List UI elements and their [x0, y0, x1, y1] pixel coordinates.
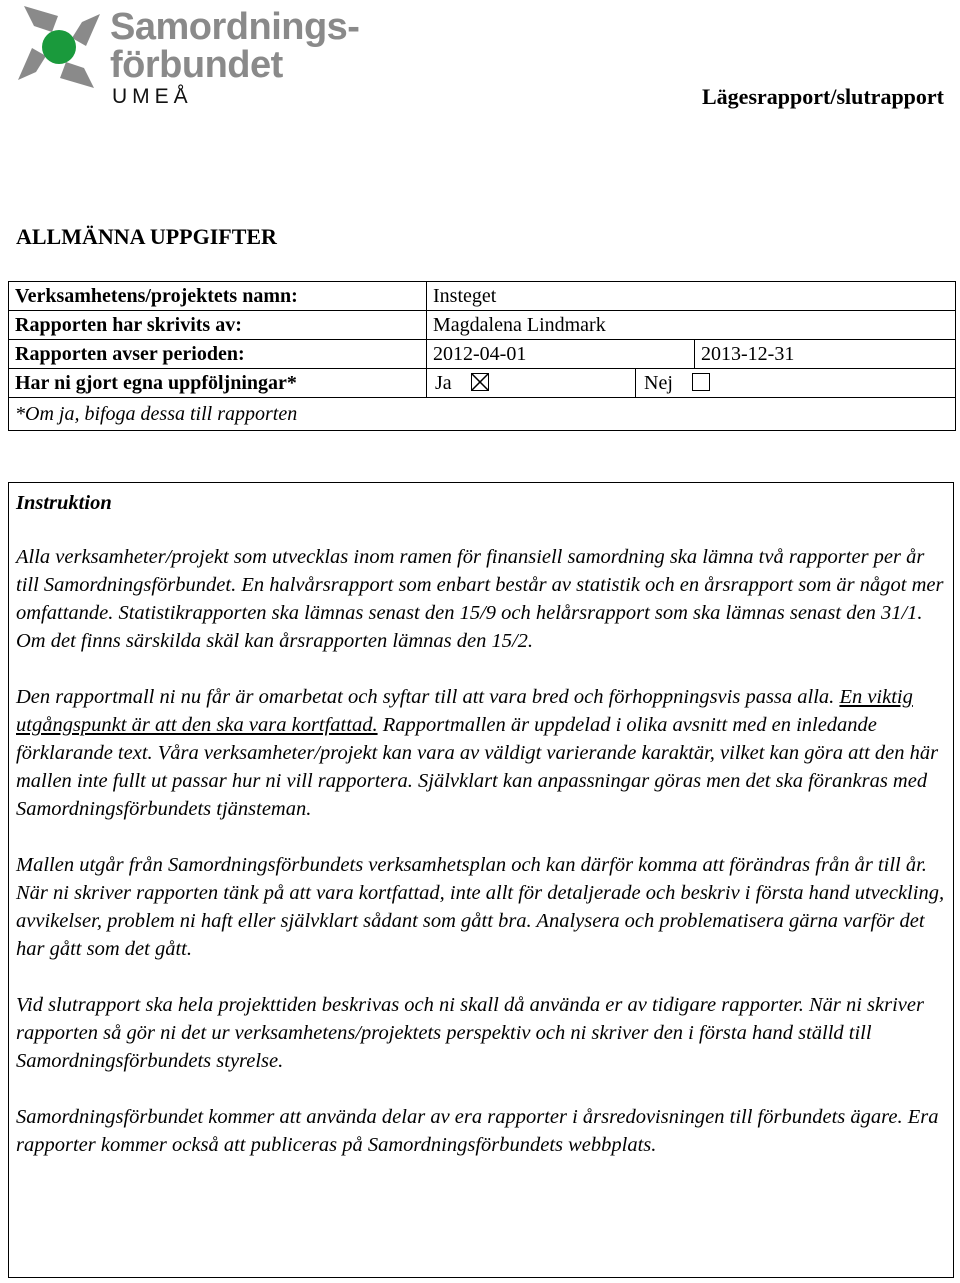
- organization-logo: [14, 2, 394, 114]
- instruction-heading: Instruktion: [16, 492, 112, 514]
- table-row: [9, 369, 956, 398]
- followup-footnote: *Om ja, bifoga dessa till rapporten: [9, 398, 956, 431]
- period-from-value[interactable]: 2012-04-01: [427, 340, 695, 369]
- logo-emblem-icon: [14, 2, 104, 92]
- document-title: Lägesrapport/slutrapport: [702, 84, 944, 109]
- instruction-paragraph-5: Samordningsförbundet kommer att använda delar av era rapporter i årsredovisningen till förbundets ägare. Era rapporter kommer också att publiceras på Samordningsförbundets webbplats.: [16, 1106, 939, 1156]
- author-value[interactable]: Magdalena Lindmark: [427, 311, 956, 340]
- paragraph-2-end: Rapportmallen är uppdelad i olika avsnitt med en inledande förklarande text. Våra verksamheter/projekt kan vara av väldigt varierande karaktär, vilket kan göra att den här mallen inte fullt ut passar hur ni vill rapportera. Självklart kan anpassningar göras men det ska förankras med Samordningsförbundets tjänsteman.: [16, 714, 939, 820]
- followup-yes-option[interactable]: [427, 369, 636, 397]
- project-name-value[interactable]: Insteget: [427, 282, 956, 311]
- paragraph-2-start: Den rapportmall ni nu får är omarbetat och syftar till att vara bred och förhoppningsvis passa alla.: [16, 686, 840, 708]
- period-label: Rapporten avser perioden:: [9, 340, 427, 369]
- table-row: [9, 311, 956, 340]
- general-info-table: [8, 281, 956, 431]
- logo-city: UMEÅ: [112, 85, 193, 108]
- instruction-paragraph-2: [16, 683, 946, 823]
- instruction-body: [16, 543, 946, 1187]
- paragraph-2-emphasis: En viktig utgångspunkt är att den ska vara kortfattad.: [16, 686, 913, 736]
- project-name-label: Verksamhetens/projektets namn:: [9, 282, 427, 311]
- yes-label: Ja: [435, 372, 452, 394]
- yes-checkbox[interactable]: [471, 373, 489, 391]
- checked-x-icon: [472, 374, 488, 390]
- instruction-box: [8, 482, 954, 1278]
- period-to-value[interactable]: 2013-12-31: [695, 340, 956, 369]
- instruction-paragraph-3: Mallen utgår från Samordningsförbundets verksamhetsplan och kan därför komma att förändras från år till år. När ni skriver rapporten tänk på att vara kortfattad, inte allt för detaljerade och beskriv i första hand utveckling, avvikelser, problem ni haft eller självklart sådant som gått bra. Analysera och problematisera gärna varför det har gått som det gått.: [16, 854, 945, 960]
- followup-label: Har ni gjort egna uppföljningar*: [9, 369, 427, 398]
- table-row: [9, 398, 956, 431]
- logo-name-line1: Samordnings-: [110, 6, 360, 48]
- followup-no-option[interactable]: [636, 369, 710, 397]
- instruction-paragraph-1: Alla verksamheter/projekt som utvecklas inom ramen för finansiell samordning ska lämna två rapporter per år till Samordningsförbundet. En halvårsrapport som enbart består av statistik och en årsrapport som är något mer omfattande. Statistikrapporten ska lämnas senast den 15/9 och helårsrapport som ska lämnas senast den 31/1. Om det finns särskilda skäl kan årsrapporten lämnas den 15/2.: [16, 546, 944, 652]
- instruction-paragraph-4: Vid slutrapport ska hela projekttiden beskrivas och ni skall då använda er av tidigare rapporter. När ni skriver rapporten så gör ni det ur verksamhetens/projektets perspektiv och ni skriver den i första hand ställd till Samordningsförbundets styrelse.: [16, 994, 924, 1072]
- logo-name-line2: förbundet: [110, 44, 283, 86]
- section-heading: ALLMÄNNA UPPGIFTER: [16, 224, 277, 249]
- table-row: [9, 340, 956, 369]
- no-checkbox[interactable]: [692, 373, 710, 391]
- table-row: [9, 282, 956, 311]
- author-label: Rapporten har skrivits av:: [9, 311, 427, 340]
- no-label: Nej: [644, 372, 673, 394]
